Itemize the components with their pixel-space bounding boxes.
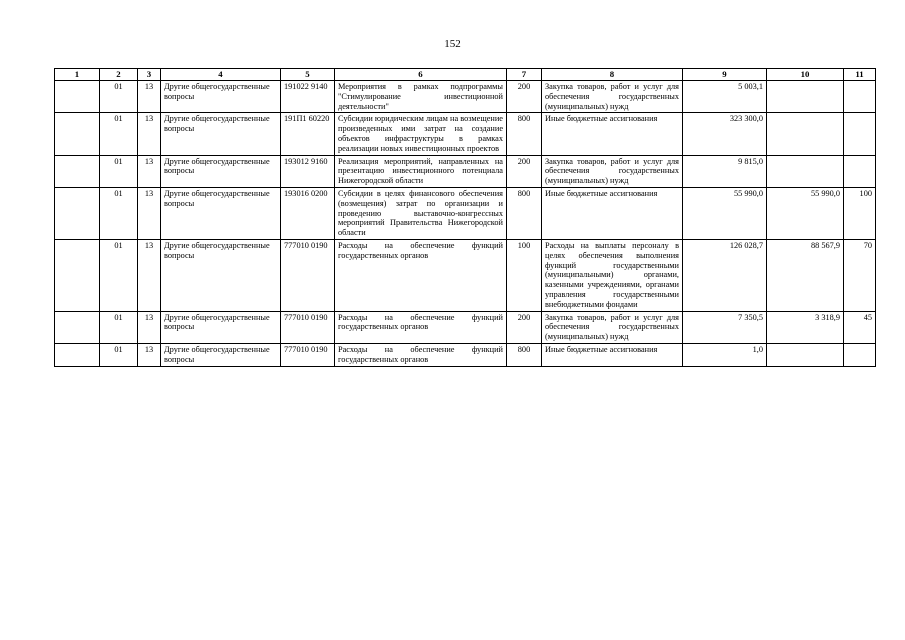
- target-article-code: 193012 9160: [281, 155, 335, 187]
- target-article-code: 191П1 60220: [281, 113, 335, 155]
- expense-type-code: 200: [507, 155, 542, 187]
- subsection-code: 13: [138, 81, 161, 113]
- row-number-cell: [55, 187, 100, 239]
- section-name: Другие общегосударственные вопросы: [161, 239, 281, 311]
- article-name: Мероприятия в рамках подпрограммы "Стимулирование инвестиционной деятельности": [335, 81, 507, 113]
- article-name: Субсидии юридическим лицам на возмещение произведенных ими затрат на создание объектов инфраструктуры в рамках реализации новых инвестиционных проектов: [335, 113, 507, 155]
- header-row: [55, 69, 876, 81]
- table-row: [55, 239, 876, 311]
- row-number-cell: [55, 343, 100, 366]
- section-name: Другие общегосударственные вопросы: [161, 343, 281, 366]
- subsection-code: 13: [138, 113, 161, 155]
- expense-type-code: 800: [507, 113, 542, 155]
- expense-type-name: Закупка товаров, работ и услуг для обеспечения государственных (муниципальных) нужд: [542, 155, 683, 187]
- section-code: 01: [100, 155, 138, 187]
- col-header: 6: [335, 69, 507, 81]
- target-article-code: 777010 0190: [281, 343, 335, 366]
- section-code: 01: [100, 113, 138, 155]
- table-row: [55, 343, 876, 366]
- expense-type-name: Закупка товаров, работ и услуг для обеспечения государственных (муниципальных) нужд: [542, 81, 683, 113]
- col-header: 5: [281, 69, 335, 81]
- col-header: 10: [767, 69, 844, 81]
- table-row: [55, 113, 876, 155]
- target-article-code: 193016 0200: [281, 187, 335, 239]
- executed-amount: [767, 113, 844, 155]
- section-code: 01: [100, 343, 138, 366]
- planned-amount: 323 300,0: [683, 113, 767, 155]
- article-name: Расходы на обеспечение функций государственных органов: [335, 239, 507, 311]
- executed-amount: 55 990,0: [767, 187, 844, 239]
- table-row: [55, 155, 876, 187]
- executed-amount: 88 567,9: [767, 239, 844, 311]
- section-name: Другие общегосударственные вопросы: [161, 155, 281, 187]
- execution-percent: [844, 343, 876, 366]
- expense-type-code: 800: [507, 343, 542, 366]
- planned-amount: 5 003,1: [683, 81, 767, 113]
- row-number-cell: [55, 155, 100, 187]
- article-name: Субсидии в целях финансового обеспечения (возмещения) затрат по организации и проведению выставочно-конгрессных мероприятий Правительства Нижегородской области: [335, 187, 507, 239]
- table-row: [55, 187, 876, 239]
- col-header: 2: [100, 69, 138, 81]
- expense-type-name: Иные бюджетные ассигнования: [542, 187, 683, 239]
- col-header: 1: [55, 69, 100, 81]
- col-header: 7: [507, 69, 542, 81]
- subsection-code: 13: [138, 187, 161, 239]
- executed-amount: [767, 81, 844, 113]
- expense-type-name: Закупка товаров, работ и услуг для обеспечения государственных (муниципальных) нужд: [542, 311, 683, 343]
- col-header: 9: [683, 69, 767, 81]
- section-name: Другие общегосударственные вопросы: [161, 81, 281, 113]
- expense-type-name: Иные бюджетные ассигнования: [542, 343, 683, 366]
- section-name: Другие общегосударственные вопросы: [161, 311, 281, 343]
- subsection-code: 13: [138, 239, 161, 311]
- executed-amount: [767, 343, 844, 366]
- planned-amount: 9 815,0: [683, 155, 767, 187]
- expense-type-name: Иные бюджетные ассигнования: [542, 113, 683, 155]
- target-article-code: 191022 9140: [281, 81, 335, 113]
- subsection-code: 13: [138, 311, 161, 343]
- table-row: [55, 81, 876, 113]
- subsection-code: 13: [138, 155, 161, 187]
- expense-type-name: Расходы на выплаты персоналу в целях обеспечения выполнения функций государственными (муниципальными) органами, казенными учреждениями, органами управления государственными внебюджетными фондами: [542, 239, 683, 311]
- section-name: Другие общегосударственные вопросы: [161, 187, 281, 239]
- execution-percent: [844, 81, 876, 113]
- row-number-cell: [55, 311, 100, 343]
- row-number-cell: [55, 81, 100, 113]
- expense-type-code: 100: [507, 239, 542, 311]
- execution-percent: [844, 155, 876, 187]
- article-name: Расходы на обеспечение функций государственных органов: [335, 311, 507, 343]
- execution-percent: 100: [844, 187, 876, 239]
- expense-type-code: 800: [507, 187, 542, 239]
- executed-amount: 3 318,9: [767, 311, 844, 343]
- page-number: 152: [444, 38, 461, 50]
- col-header: 11: [844, 69, 876, 81]
- table-row: [55, 311, 876, 343]
- section-code: 01: [100, 311, 138, 343]
- row-number-cell: [55, 239, 100, 311]
- article-name: Реализация мероприятий, направленных на презентацию инвестиционного потенциала Нижегородской области: [335, 155, 507, 187]
- section-name: Другие общегосударственные вопросы: [161, 113, 281, 155]
- subsection-code: 13: [138, 343, 161, 366]
- budget-table: [54, 68, 876, 367]
- section-code: 01: [100, 187, 138, 239]
- section-code: 01: [100, 81, 138, 113]
- expense-type-code: 200: [507, 311, 542, 343]
- execution-percent: 45: [844, 311, 876, 343]
- row-number-cell: [55, 113, 100, 155]
- execution-percent: 70: [844, 239, 876, 311]
- target-article-code: 777010 0190: [281, 311, 335, 343]
- article-name: Расходы на обеспечение функций государственных органов: [335, 343, 507, 366]
- executed-amount: [767, 155, 844, 187]
- col-header: 3: [138, 69, 161, 81]
- planned-amount: 126 028,7: [683, 239, 767, 311]
- execution-percent: [844, 113, 876, 155]
- planned-amount: 1,0: [683, 343, 767, 366]
- planned-amount: 7 350,5: [683, 311, 767, 343]
- col-header: 8: [542, 69, 683, 81]
- section-code: 01: [100, 239, 138, 311]
- target-article-code: 777010 0190: [281, 239, 335, 311]
- col-header: 4: [161, 69, 281, 81]
- planned-amount: 55 990,0: [683, 187, 767, 239]
- expense-type-code: 200: [507, 81, 542, 113]
